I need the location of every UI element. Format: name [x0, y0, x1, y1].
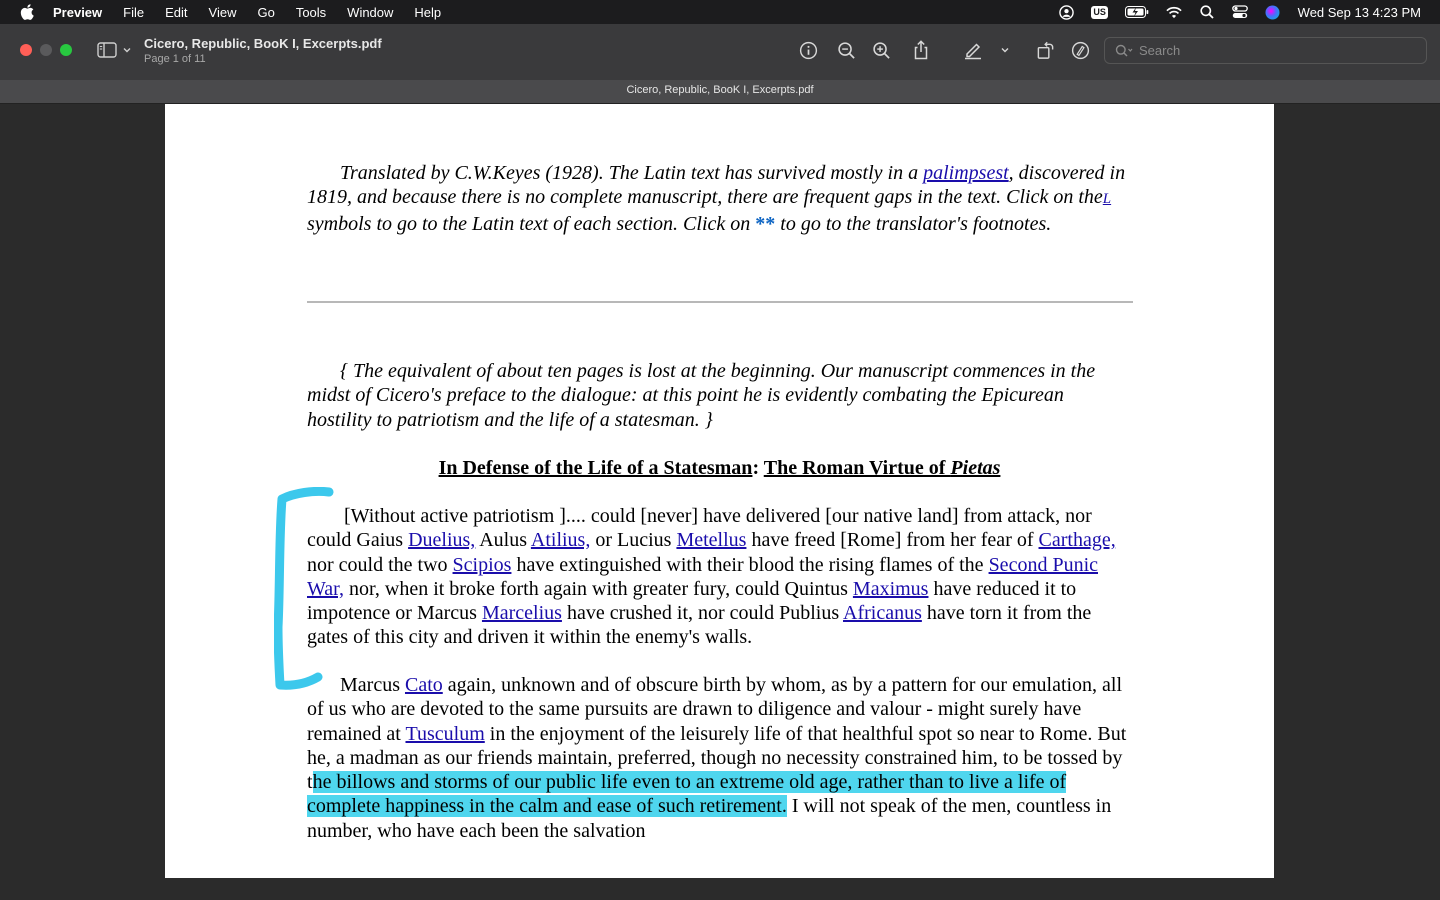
- heading-part2-text: The Roman Virtue of: [763, 457, 951, 479]
- chevron-down-icon: [122, 46, 132, 54]
- search-input[interactable]: [1139, 43, 1409, 58]
- heading-part1: In Defense of the Life of a Statesman: [438, 457, 753, 479]
- heading-part2: [764, 457, 1001, 479]
- p1-text: Aulus: [475, 529, 531, 552]
- intro-text: , discovered in 1819, and because there is no complete manuscript, there are frequent gaps in the text. Click on the: [307, 162, 1126, 209]
- menu-go[interactable]: Go: [257, 4, 275, 20]
- window-zoom-button[interactable]: [60, 44, 72, 56]
- p1-text: have torn it from the gates of this city and driven it within the enemy's walls.: [307, 602, 1092, 649]
- pdf-page: [165, 104, 1274, 878]
- link-metellus[interactable]: Metellus: [676, 529, 747, 552]
- horizontal-rule: [307, 301, 1133, 303]
- menu-help[interactable]: Help: [414, 4, 442, 20]
- link-marcelius[interactable]: Marcelius: [481, 602, 562, 625]
- p1-text: or Lucius: [590, 529, 677, 552]
- p1-text: [Without active patriotism ].... could [never] have delivered [our native land] from attack, nor could Gaius: [307, 505, 1092, 552]
- p2-text: in the enjoyment of the leisurely life of that healthful spot so near to Rome. But he, a madman as our friends maintain, preferred, though no necessity constrained him, to be tossed by t: [307, 722, 1127, 794]
- body-paragraph-1: [307, 504, 1127, 650]
- menu-edit[interactable]: Edit: [165, 4, 188, 20]
- control-center-icon[interactable]: [1232, 4, 1248, 20]
- zoom-out-icon[interactable]: [836, 40, 856, 60]
- info-icon[interactable]: [798, 40, 818, 60]
- document-title: Cicero, Republic, BooK I, Excerpts.pdf: [144, 36, 382, 51]
- link-scipios[interactable]: Scipios: [452, 553, 512, 576]
- p1-text: have extinguished with their blood the rising flames of the: [511, 553, 989, 576]
- status-area: [1059, 0, 1440, 24]
- window-minimize-button[interactable]: [40, 44, 52, 56]
- link-tusculum[interactable]: Tusculum: [405, 722, 485, 745]
- link-africanus[interactable]: Africanus: [843, 602, 922, 625]
- rotate-icon[interactable]: [1035, 40, 1055, 60]
- p1-text: have freed [Rome] from her fear of: [746, 529, 1039, 552]
- intro-text: to go to the translator's footnotes.: [775, 212, 1052, 235]
- input-source-label: US: [1093, 6, 1106, 17]
- link-atilius[interactable]: Atilius,: [530, 529, 591, 552]
- p2-text: again, unknown and of obscure birth by whom, as by a pattern for our emulation, all of us who are devoted to the same pursuits are drawn to diligence and valour - might surely have remained at: [307, 674, 1123, 745]
- input-source-icon[interactable]: [1092, 4, 1108, 20]
- search-icon: [1115, 44, 1133, 58]
- link-cato[interactable]: Cato: [404, 674, 443, 696]
- document-tab[interactable]: Cicero, Republic, BooK I, Excerpts.pdf: [0, 80, 1440, 104]
- menu-app-preview[interactable]: Preview: [53, 4, 103, 20]
- search-field[interactable]: [1104, 37, 1427, 64]
- zoom-in-icon[interactable]: [871, 40, 891, 60]
- link-maximus[interactable]: Maximus: [852, 577, 929, 600]
- p1-text: nor, when it broke forth again with greater fury, could Quintus: [344, 577, 853, 600]
- markup-icon[interactable]: [1070, 40, 1090, 60]
- share-icon[interactable]: [911, 40, 931, 60]
- link-carthage[interactable]: Carthage,: [1038, 529, 1116, 552]
- p2-text: Marcus: [340, 674, 405, 696]
- battery-icon[interactable]: [1125, 4, 1149, 20]
- menu-bar: [0, 0, 1440, 24]
- note-text: { The equivalent of about ten pages is lost at the beginning. Our manuscript commences in the midst of Cicero's preface to the dialogue: at this point he is evidently combating the Epicurean hostility to patriotism and the life of a statesman. }: [307, 360, 1096, 431]
- page-count: Page 1 of 11: [144, 53, 206, 65]
- menu-tools[interactable]: Tools: [295, 4, 327, 20]
- siri-icon[interactable]: [1265, 4, 1281, 20]
- window-close-button[interactable]: [20, 44, 32, 56]
- link-duelius[interactable]: Duelius,: [408, 529, 476, 552]
- link-latin-text[interactable]: L: [1102, 191, 1112, 208]
- link-footnotes[interactable]: **: [755, 212, 776, 235]
- bracket-annotation[interactable]: [274, 487, 334, 692]
- sidebar-icon: [97, 42, 117, 58]
- sidebar-toggle-button[interactable]: [97, 41, 133, 59]
- highlight-options-chevron-icon[interactable]: [998, 40, 1012, 60]
- apple-menu-icon[interactable]: [20, 4, 34, 20]
- heading-separator: :: [752, 457, 764, 479]
- intro-paragraph: [307, 161, 1127, 236]
- window-toolbar: [0, 24, 1440, 80]
- link-palimpsest[interactable]: palimpsest: [923, 162, 1009, 184]
- wifi-icon[interactable]: [1166, 4, 1182, 20]
- editorial-note: [307, 359, 1127, 432]
- menu-view[interactable]: View: [208, 4, 237, 20]
- heading-pietas: Pietas: [950, 457, 1001, 479]
- p1-text: have reduced it to impotence or Marcus: [307, 577, 1077, 625]
- highlight-pen-icon[interactable]: [963, 40, 983, 60]
- p1-text: have crushed it, nor could Publius: [561, 602, 844, 625]
- p1-text: nor could the two: [307, 553, 453, 576]
- body-paragraph-2: [307, 673, 1127, 843]
- spotlight-search-icon[interactable]: [1199, 4, 1215, 20]
- user-account-icon[interactable]: [1059, 4, 1075, 20]
- intro-text: symbols to go to the Latin text of each section. Click on: [307, 212, 756, 235]
- menu-file[interactable]: File: [123, 4, 145, 20]
- menu-window[interactable]: Window: [347, 4, 394, 20]
- menu-bar-clock[interactable]: Wed Sep 13 4:23 PM: [1297, 4, 1421, 20]
- link-second-punic-war[interactable]: Second Punic War,: [307, 553, 1098, 600]
- p2-text: I will not speak of the men, countless in number, who have each been the salvation: [307, 795, 1112, 842]
- highlighted-passage[interactable]: he billows and storms of our public life even to an extreme old age, rather than to live a life of complete happiness in the calm and ease of such retirement.: [307, 771, 1067, 818]
- intro-text: Translated by C.W.Keyes (1928). The Latin text has survived mostly in a: [340, 162, 924, 184]
- section-heading: [165, 457, 1274, 480]
